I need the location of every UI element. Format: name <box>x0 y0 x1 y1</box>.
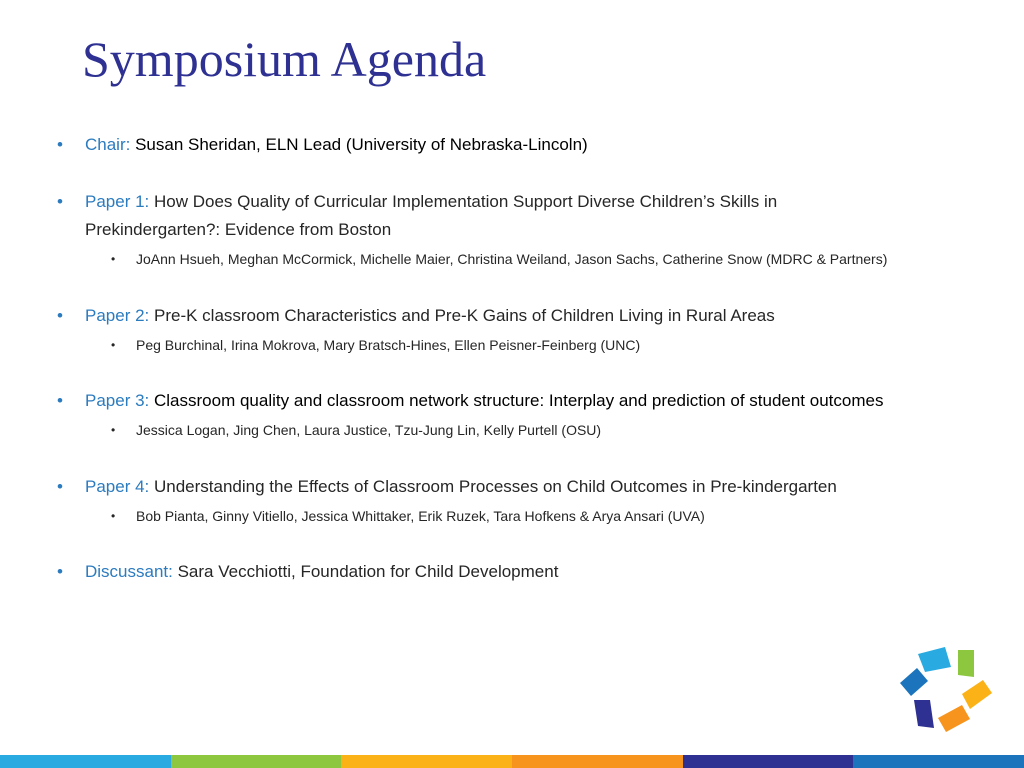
agenda-item-paper-3 <box>57 387 884 415</box>
bullet-icon: • <box>111 509 116 523</box>
logo-piece <box>900 668 928 696</box>
footer-segment <box>853 755 1024 768</box>
chair-text: Susan Sheridan, ELN Lead (University of Nebraska-Lincoln) <box>130 135 588 154</box>
bullet-icon: • <box>111 423 116 437</box>
paper-3-authors-text: Jessica Logan, Jing Chen, Laura Justice, Tzu-Jung Lin, Kelly Purtell (OSU) <box>136 422 602 438</box>
paper-4-authors <box>111 505 705 527</box>
bullet-icon: • <box>111 338 116 352</box>
paper-4-lead: Paper 4: <box>85 477 150 496</box>
bullet-icon: • <box>111 252 116 266</box>
discussant-text: Sara Vecchiotti, Foundation for Child Development <box>172 562 559 581</box>
paper-2-lead: Paper 2: <box>85 306 150 325</box>
paper-3-title: Classroom quality and classroom network structure: Interplay and prediction of student outcomes <box>149 391 884 410</box>
discussant-lead: Discussant: <box>85 562 173 581</box>
paper-1-authors-text: JoAnn Hsueh, Meghan McCormick, Michelle Maier, Christina Weiland, Jason Sachs, Catherine Snow (MDRC & Partners) <box>136 251 888 267</box>
bullet-icon: • <box>57 562 63 581</box>
footer-segment <box>683 755 854 768</box>
footer-segment <box>171 755 342 768</box>
paper-4-title: Understanding the Effects of Classroom Processes on Child Outcomes in Pre-kindergarten <box>149 477 837 496</box>
paper-1-title-continued: Prekindergarten?: Evidence from Boston <box>85 220 392 239</box>
agenda-item-paper-2 <box>57 302 775 330</box>
bullet-icon: • <box>57 306 63 325</box>
footer-color-bar <box>0 755 1024 768</box>
agenda-item-paper-1 <box>57 188 778 216</box>
paper-2-authors <box>111 334 641 356</box>
paper-1-title: How Does Quality of Curricular Implementation Support Diverse Children’s Skills in <box>149 192 778 211</box>
paper-3-lead: Paper 3: <box>85 391 150 410</box>
logo-piece <box>938 705 970 732</box>
chair-lead: Chair: <box>85 135 131 154</box>
agenda-item-chair <box>57 131 588 159</box>
bullet-icon: • <box>57 192 63 211</box>
paper-1-authors <box>111 248 888 270</box>
paper-3-authors <box>111 419 602 441</box>
agenda-item-paper-4 <box>57 473 837 501</box>
logo-piece <box>958 650 974 677</box>
logo-piece <box>918 647 951 672</box>
bullet-icon: • <box>57 477 63 496</box>
agenda-item-discussant <box>57 558 559 586</box>
paper-4-authors-text: Bob Pianta, Ginny Vitiello, Jessica Whittaker, Erik Ruzek, Tara Hofkens & Arya Ansari (UVA) <box>136 508 705 524</box>
footer-segment <box>341 755 512 768</box>
bullet-icon: • <box>57 135 63 154</box>
footer-segment <box>0 755 171 768</box>
paper-2-authors-text: Peg Burchinal, Irina Mokrova, Mary Bratsch-Hines, Ellen Peisner-Feinberg (UNC) <box>136 337 641 353</box>
logo-piece <box>962 680 992 709</box>
paper-2-title: Pre-K classroom Characteristics and Pre-K Gains of Children Living in Rural Areas <box>149 306 775 325</box>
paper-1-lead: Paper 1: <box>85 192 150 211</box>
slide-title: Symposium Agenda <box>82 31 487 87</box>
logo-piece <box>914 700 934 728</box>
bullet-icon: • <box>57 391 63 410</box>
footer-segment <box>512 755 683 768</box>
